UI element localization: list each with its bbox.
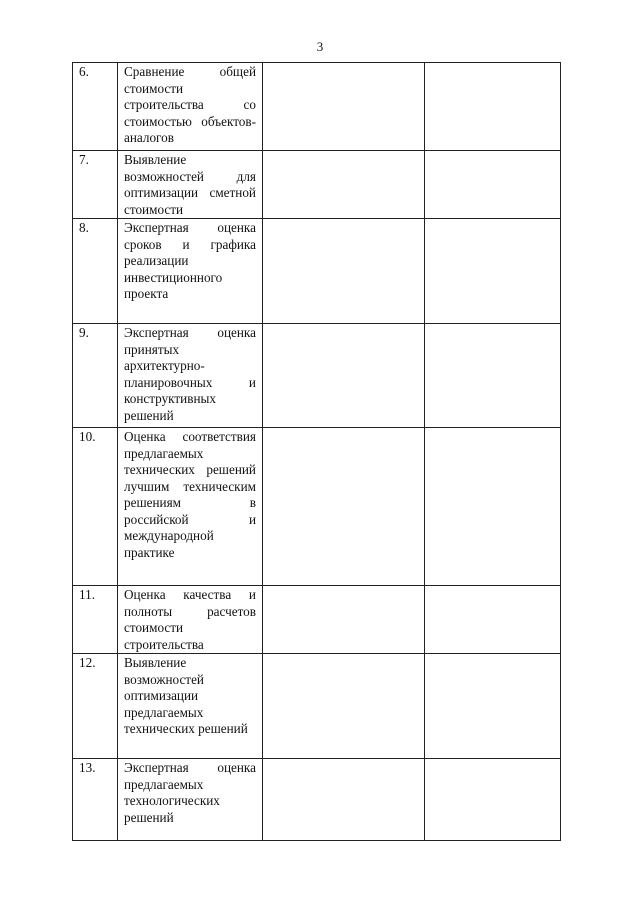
row-number-cell [73,586,118,654]
assessment-table [72,62,561,841]
row-name-cell [118,654,263,759]
empty-cell [263,324,425,428]
row-number: 13. [79,760,96,775]
empty-cell [263,63,425,151]
row-number: 6. [79,64,89,79]
row-name-cell [118,151,263,219]
table-row [73,151,561,219]
row-number-cell [73,219,118,324]
empty-cell [263,759,425,841]
row-name-cell [118,428,263,586]
row-number: 11. [79,587,95,602]
empty-cell [425,63,561,151]
row-number-cell [73,63,118,151]
table-row [73,654,561,759]
row-number-cell [73,151,118,219]
empty-cell [263,219,425,324]
row-number-cell [73,428,118,586]
row-name: Экспертная оценка сроков и графика реализации инвестиционного проекта [124,220,256,301]
table-row [73,219,561,324]
empty-cell [263,428,425,586]
row-name: Экспертная оценка предлагаемых технологических решений [124,760,256,825]
row-name: Оценка качества и полноты расчетов стоимости строительства [124,587,256,652]
row-number: 7. [79,152,89,167]
empty-cell [425,654,561,759]
empty-cell [425,586,561,654]
table-row [73,428,561,586]
row-number-cell [73,654,118,759]
row-name-cell [118,586,263,654]
empty-cell [425,219,561,324]
row-name: Экспертная оценка принятых архитектурно-планировочных и конструктивных решений [124,325,256,423]
row-name: Выявление возможностей оптимизации предлагаемых технических решений [124,655,248,736]
row-number: 9. [79,325,89,340]
row-name: Оценка соответствия предлагаемых технических решений лучшим техническим решениям в российской и международной практике [124,429,256,560]
row-name-cell [118,324,263,428]
table-row [73,586,561,654]
empty-cell [425,428,561,586]
table-row [73,324,561,428]
empty-cell [263,151,425,219]
row-name-cell [118,219,263,324]
row-number: 10. [79,429,96,444]
empty-cell [425,151,561,219]
row-number-cell [73,324,118,428]
row-name: Выявление возможностей для оптимизации сметной стоимости [124,152,256,217]
row-number-cell [73,759,118,841]
empty-cell [263,586,425,654]
empty-cell [425,759,561,841]
table-row [73,63,561,151]
table-row [73,759,561,841]
row-name-cell [118,759,263,841]
empty-cell [263,654,425,759]
row-number: 8. [79,220,89,235]
row-name-cell [118,63,263,151]
empty-cell [425,324,561,428]
row-number: 12. [79,655,96,670]
row-name: Сравнение общей стоимости строительства со стоимостью объектов-аналогов [124,64,256,145]
page-number: 3 [316,39,324,54]
